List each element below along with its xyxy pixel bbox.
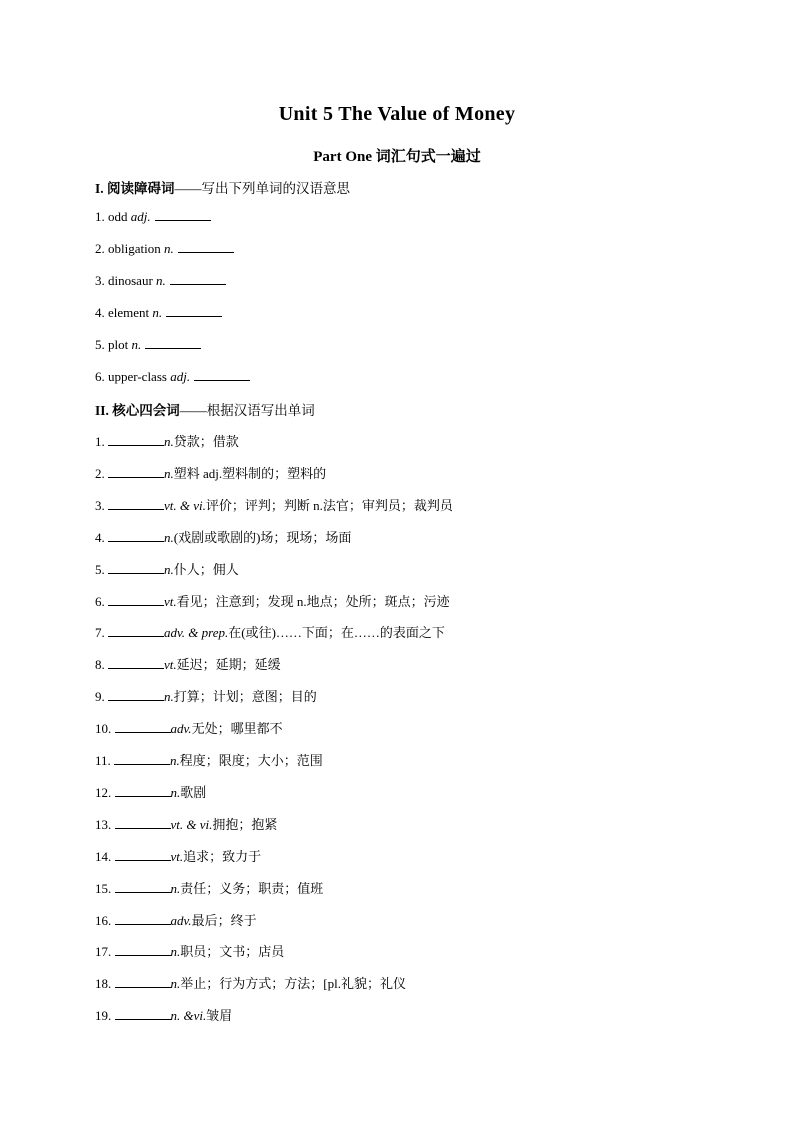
item-part-of-speech: vt. & vi. (164, 498, 206, 513)
item-meaning: (戏剧或歌剧的)场；现场；场面 (173, 530, 352, 545)
section-1-heading-instruction: ——写出下列单词的汉语意思 (174, 181, 351, 196)
item-part-of-speech: vt. (164, 594, 177, 609)
item-part-of-speech: vt. (164, 657, 177, 672)
item-part-of-speech: adv. & prep. (164, 625, 229, 640)
vocab-item (95, 208, 211, 225)
vocab-item (95, 750, 323, 769)
answer-blank (108, 497, 164, 510)
vocab-item (95, 336, 201, 353)
item-word: element (108, 305, 153, 320)
item-part-of-speech: n. (164, 562, 174, 577)
item-number: 5. (95, 337, 108, 352)
answer-blank (194, 368, 250, 381)
answer-blank (108, 688, 164, 701)
item-word: obligation (108, 241, 164, 256)
vocab-item (95, 686, 317, 705)
item-number: 12. (95, 785, 115, 800)
item-meaning: 在(或往)……下面；在……的表面之下 (228, 625, 445, 640)
answer-blank (108, 593, 164, 606)
item-number: 3. (95, 498, 108, 513)
item-meaning: 塑料 adj.塑料制的；塑料的 (173, 466, 327, 481)
item-number: 2. (95, 466, 108, 481)
item-meaning: 延迟；延期；延缓 (176, 657, 281, 672)
section-1-heading-bold: I. 阅读障碍词 (95, 181, 175, 196)
vocab-item (95, 304, 222, 321)
item-part-of-speech: n. (170, 753, 180, 768)
vocab-item (95, 272, 226, 289)
vocab-item (95, 846, 261, 865)
item-number: 1. (95, 209, 108, 224)
item-part-of-speech: n. (156, 273, 166, 288)
item-meaning: 仆人；佣人 (173, 562, 239, 577)
vocab-item (95, 973, 406, 992)
item-part-of-speech: n. (164, 689, 174, 704)
item-number: 3. (95, 273, 108, 288)
answer-blank (170, 272, 226, 285)
vocab-item (95, 910, 257, 929)
item-number: 1. (95, 434, 108, 449)
item-part-of-speech: adv. (170, 913, 192, 928)
item-number: 16. (95, 913, 115, 928)
item-number: 15. (95, 881, 115, 896)
vocab-item (95, 368, 250, 385)
item-number: 6. (95, 369, 108, 384)
item-number: 8. (95, 657, 108, 672)
item-number: 14. (95, 849, 115, 864)
item-part-of-speech: n. (170, 785, 181, 800)
vocab-item (95, 814, 277, 833)
vocab-item (95, 654, 281, 673)
item-meaning: 举止；行为方式；方法；[pl.礼貌；礼仪 (180, 976, 406, 991)
item-meaning: 贷款；借款 (173, 434, 239, 449)
section-2-heading (95, 399, 315, 419)
item-meaning: 无处；哪里都不 (191, 721, 283, 736)
vocab-item (95, 559, 239, 578)
item-part-of-speech: adv. (170, 721, 192, 736)
item-part-of-speech: n. (164, 434, 174, 449)
vocab-item (95, 527, 351, 546)
item-part-of-speech: n. (170, 944, 181, 959)
item-number: 18. (95, 976, 115, 991)
answer-blank (115, 1007, 171, 1020)
answer-blank (115, 943, 171, 956)
item-part-of-speech: n. (131, 337, 142, 352)
vocab-item (95, 495, 453, 514)
item-part-of-speech: n. (170, 976, 181, 991)
item-meaning: 打算；计划；意图；目的 (173, 689, 317, 704)
item-number: 6. (95, 594, 108, 609)
item-meaning: 责任；义务；职责；值班 (180, 881, 324, 896)
answer-blank (166, 304, 222, 317)
answer-blank (178, 240, 234, 253)
item-meaning: 程度；限度；大小；范围 (179, 753, 323, 768)
item-word: odd (108, 209, 131, 224)
item-meaning: 皱眉 (206, 1008, 233, 1023)
answer-blank (115, 880, 171, 893)
item-part-of-speech: adj. (170, 369, 191, 384)
item-part-of-speech: n. &vi. (170, 1008, 207, 1023)
answer-blank (115, 816, 171, 829)
answer-blank (115, 720, 171, 733)
item-meaning: 拥抱；抱紧 (212, 817, 278, 832)
item-part-of-speech: n. (163, 241, 174, 256)
item-meaning: 职员；文书；店员 (180, 944, 285, 959)
answer-blank (115, 912, 171, 925)
item-meaning: 追求；致力于 (183, 849, 262, 864)
answer-blank (115, 784, 171, 797)
answer-blank (114, 752, 170, 765)
item-number: 17. (95, 944, 115, 959)
item-number: 19. (95, 1008, 115, 1023)
vocab-item (95, 718, 283, 737)
answer-blank (108, 465, 164, 478)
item-part-of-speech: n. (164, 530, 174, 545)
item-number: 4. (95, 530, 108, 545)
answer-blank (108, 624, 164, 637)
item-number: 9. (95, 689, 108, 704)
item-word: upper-class (108, 369, 171, 384)
answer-blank (115, 975, 171, 988)
vocab-item (95, 431, 239, 450)
item-part-of-speech: n. (170, 881, 181, 896)
item-number: 10. (95, 721, 115, 736)
item-meaning: 最后；终于 (191, 913, 257, 928)
section-2-heading-bold: II. 核心四会词 (95, 403, 180, 418)
vocab-item (95, 240, 234, 257)
answer-blank (115, 848, 171, 861)
item-word: plot (108, 337, 132, 352)
item-number: 13. (95, 817, 115, 832)
item-part-of-speech: vt. (170, 849, 184, 864)
item-part-of-speech: n. (164, 466, 174, 481)
item-number: 5. (95, 562, 108, 577)
item-part-of-speech: vt. & vi. (170, 817, 213, 832)
vocab-item (95, 1005, 232, 1024)
answer-blank (108, 529, 164, 542)
section-1-heading (95, 177, 350, 197)
page-subtitle: Part One 词汇句式一遍过 (313, 149, 481, 165)
vocab-item (95, 591, 450, 610)
item-number: 4. (95, 305, 108, 320)
vocab-item (95, 463, 326, 482)
item-meaning: 评价；评判；判断 n.法官；审判员；裁判员 (205, 498, 453, 513)
vocab-item (95, 878, 323, 897)
item-part-of-speech: adj. (130, 209, 151, 224)
item-number: 7. (95, 625, 108, 640)
vocab-item (95, 941, 284, 960)
item-word: dinosaur (108, 273, 157, 288)
item-meaning: 歌剧 (180, 785, 207, 800)
page-title: Unit 5 The Value of Money (278, 103, 516, 125)
answer-blank (108, 561, 164, 574)
section-2-heading-instruction: ——根据汉语写出单词 (179, 403, 315, 418)
answer-blank (108, 433, 164, 446)
item-number: 2. (95, 241, 108, 256)
vocab-item (95, 782, 206, 801)
item-meaning: 看见；注意到；发现 n.地点；处所；斑点；污迹 (176, 594, 450, 609)
answer-blank (145, 336, 201, 349)
answer-blank (108, 656, 164, 669)
item-number: 11. (95, 753, 115, 768)
vocab-item (95, 622, 445, 641)
item-part-of-speech: n. (152, 305, 163, 320)
answer-blank (155, 208, 211, 221)
